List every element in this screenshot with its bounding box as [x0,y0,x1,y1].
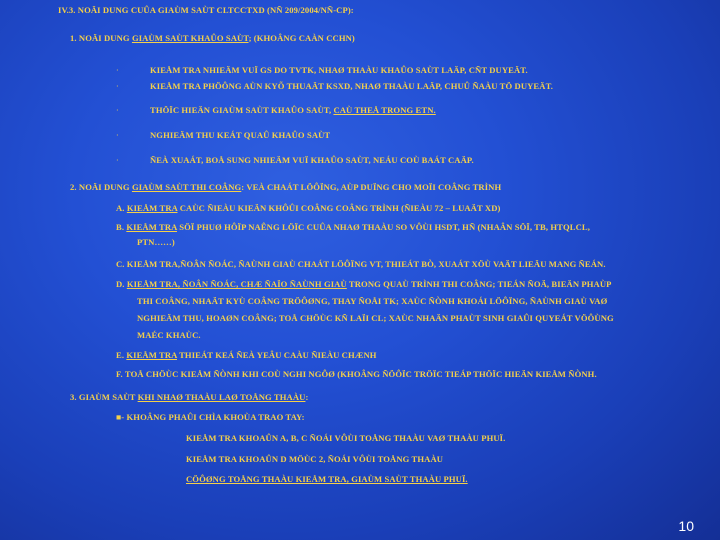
section1-title [70,33,355,44]
bullet-dot: · [116,106,119,115]
item-b-underlined: KIEÅM TRA [126,222,177,232]
section1-bullet-1: KIEÅM TRA NHIEÄM VUÏ GS DO TVTK, NHAØ THAÀU KHAÛO SAÙT LAÄP, CÑT DUYEÄT. [150,65,528,75]
bullet-dot: · [116,156,119,165]
section3-line-1: KIEÅM TRA KHOAÛN A, B, C ÑOÁI VÔÙI TOÅNG THAÀU VAØ THAÀU PHUÏ. [186,433,506,443]
page-number: 10 [678,518,694,534]
section1-bullet-2: KIEÅM TRA PHÖÔNG AÙN KYÕ THUAÄT KSXD, NHAØ THAÀU LAÄP, CHUÛ ÑAÀU TÖ DUYEÄT. [150,81,554,91]
section2-item-f: F. TOÅ CHÖÙC KIEÅM ÑÒNH KHI COÙ NGHI NGÔØ (KHOÂNG ÑÖÔÏC TRÖÏC TIEÁP THÖÏC HIEÄN KIEÅM ÑÒNH. [116,369,597,379]
bullet-dot: · [116,131,119,140]
item-d-letter: D. [116,279,127,289]
section1-title-suffix: ; (KHOÂNG CAÀN CCHN) [248,33,355,43]
bullet-dot: · [116,66,119,75]
section2-item-b-line1 [116,222,590,233]
section3-title-suffix: : [305,392,309,402]
section3-line-3: CÖÔØNG TOÅNG THAÀU KIEÅM TRA, GIAÙM SAÙT THAÀU PHUÏ. [186,474,468,484]
section2-title-underlined: GIAÙM SAÙT THI COÂNG [131,182,242,192]
section2-item-d-line4: MAÉC KHAÙC. [137,330,201,340]
item-d-underlined: KIEÅM TRA, ÑOÂN ÑOÁC, CHÆ ÑAÏO ÑAÙNH GIAÙ [126,279,347,289]
item-e-underlined: KIEÅM TRA [126,350,177,360]
section1-bullet-4: NGHIEÄM THU KEÁT QUAÛ KHAÛO SAÙT [150,130,331,140]
section3-title-prefix: 3. GIAÙM SAÙT [70,392,138,402]
section3-title-underlined: KHI NHAØ THAÀU LAØ TOÅNG THAÀU [137,392,306,402]
slide-heading: IV.3. NOÄI DUNG CUÛA GIAÙM SAÙT CLTCCTXD (NÑ 209/2004/NÑ-CP): [58,5,354,15]
section1-bullet-3-text: THÖÏC HIEÄN GIAÙM SAÙT KHAÛO SAÙT, [150,105,334,115]
section3-subtitle: ■- KHOÂNG PHAÛI CHÌA KHOÙA TRAO TAY: [116,412,305,422]
section2-item-b-line2: PTN……) [137,237,175,247]
item-d-text: TRONG QUAÙ TRÌNH THI COÂNG; TIEÁN ÑOÄ, BIEÄN PHAÙP [346,279,612,289]
item-b-letter: B. [116,222,127,232]
item-a-underlined: KIEÅM TRA [126,203,178,213]
item-b-text: SÖÏ PHUØ HÔÏP NAÊNG LÖÏC CUÛA NHAØ THAÀU SO VÔÙI HSDT, HÑ (NHAÂN SÖÏ, TB, HTQLCL, [177,222,590,232]
section2-title [70,182,501,193]
section3-line-2: KIEÅM TRA KHOAÛN D MÖÙC 2, ÑOÁI VÔÙI TOÅNG THAÀU [186,454,444,464]
section1-title-underlined: GIAÙM SAÙT KHAÛO SAÙT [131,33,249,43]
section2-title-prefix: 2. NOÄI DUNG [70,182,132,192]
section2-item-a [116,203,501,214]
section2-item-d-line1 [116,279,612,290]
section1-title-prefix: 1. NOÄI DUNG [70,33,132,43]
item-e-text: THIEÁT KEÁ ÑEÀ YEÂU CAÀU ÑIEÀU CHÆNH [177,350,377,360]
bullet-dot: · [116,82,119,91]
section2-title-suffix: : VEÀ CHAÁT LÖÔÏNG, AÙP DUÏNG CHO MOÏI COÂNG TRÌNH [241,182,502,192]
item-a-text: CAÙC ÑIEÀU KIEÄN KHÔÛI COÂNG COÂNG TRÌNH (ÑIEÀU 72 – LUAÄT XD) [177,203,501,213]
section1-bullet-5: ÑEÀ XUAÁT, BOÅ SUNG NHIEÄM VUÏ KHAÛO SAÙT, NEÁU COÙ BAÁT CAÄP. [150,155,474,165]
section2-item-d-line3: NGHIEÄM THU, HOAØN COÂNG; TOÅ CHÖÙC KÑ LAÏI CL; XAÙC NHAÄN PHAÙT SINH GIAÛI QUYEÁT VÖÔÙNG [137,313,614,323]
section2-item-e [116,350,377,361]
section3-title [70,392,308,403]
item-a-letter: A. [116,203,127,213]
item-e-letter: E. [116,350,127,360]
section1-bullet-3-underlined: CAÙ THEÅ TRONG ETN. [333,105,436,115]
section2-item-d-line2: THI COÂNG, NHAÄT KYÙ COÂNG TRÖÔØNG, THAY ÑOÅI TK; XAÙC ÑÒNH KHOÁI LÖÔÏNG, ÑAÙNH GIAÙ VAØ [137,296,608,306]
section1-bullet-3 [150,105,436,116]
section2-item-c: C. KIEÅM TRA,ÑOÂN ÑOÁC, ÑAÙNH GIAÙ CHAÁT LÖÔÏNG VT, THIEÁT BÒ, XUAÁT XÖÙ VAÄT LIEÄU MANG ÑEÁN. [116,259,606,269]
